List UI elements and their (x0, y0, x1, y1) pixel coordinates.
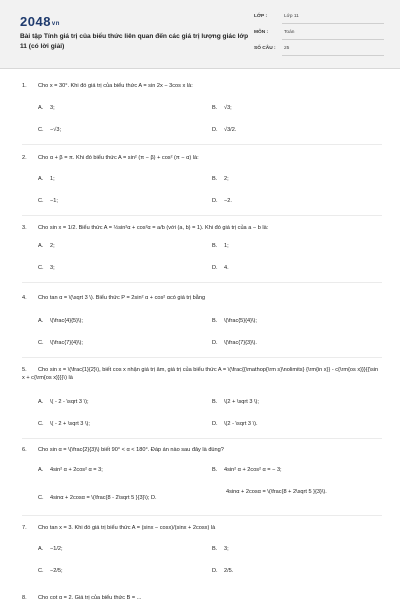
option-c[interactable] (38, 126, 61, 134)
option-text: \(2 - \sqrt 3 \). (224, 421, 258, 427)
option-text: 4sinα + 2cosα = \(\frac{8 + 2\sqrt 5 }{3}\). (226, 489, 327, 495)
option-c[interactable] (38, 420, 90, 428)
question-number: 2. (22, 155, 27, 161)
question-divider (22, 438, 382, 439)
option-label: D. (212, 568, 218, 574)
option-b[interactable] (212, 545, 229, 553)
question-stem (22, 294, 382, 302)
option-label: D. (212, 421, 218, 427)
logo-suffix: vn (51, 21, 60, 27)
option-text: 4sin² α + 2cos² α = − 3; (224, 467, 282, 473)
option-d[interactable] (226, 488, 386, 496)
option-text: \(\frac{7}{3}\). (224, 340, 257, 346)
option-text: 2; (224, 176, 229, 182)
option-text: √3/2. (224, 127, 237, 133)
meta-divider (282, 23, 384, 24)
question-number: 5. (22, 367, 27, 373)
meta-class-value: Lớp 11 (284, 14, 299, 19)
option-d[interactable] (212, 197, 232, 205)
option-b[interactable] (212, 317, 257, 325)
option-b[interactable] (212, 398, 259, 406)
question-text: Cho sin x = 1/2. Biểu thức A = ½sin²α + cos²α = a/b (với (a, b) = 1). Khi đó giá trị của a − b là: (38, 225, 269, 231)
option-label: C. (38, 568, 44, 574)
question-text: Cho x = 30°. Khi đó giá trị của biểu thức A = sin 2x − 3cos x là: (38, 83, 193, 89)
option-text: 2; (50, 243, 55, 249)
question-number: 3. (22, 225, 27, 231)
option-d[interactable] (212, 567, 233, 575)
option-label: C. (38, 198, 44, 204)
option-label: B. (212, 105, 218, 111)
question-divider (22, 144, 382, 145)
question-text: Cho sin x = \(\frac{1}{2}\), biết cos x nhận giá trị âm, giá trị của biểu thức A = \(\frac{{\mathop{\rm s}\nolimits} {\rm{in x}} - c{\rm{os x}}}{{\sin x + c{\rm{os x}}}}\) là (22, 367, 379, 381)
meta-class (254, 13, 384, 24)
option-text: \(\frac{7}{4}\); (50, 340, 83, 346)
option-label: B. (212, 467, 218, 473)
option-label: B. (212, 399, 218, 405)
option-label: D. (212, 265, 218, 271)
site-logo[interactable] (20, 14, 60, 29)
option-a[interactable] (38, 545, 63, 553)
question-text: Cho tan α = \(\sqrt 3 \). Biểu thức P = 2sin² α + cos² αcó giá trị bằng (38, 295, 206, 301)
question-number: 7. (22, 525, 27, 531)
question-stem (22, 524, 382, 532)
option-label: A. (38, 546, 44, 552)
question-stem (22, 446, 382, 454)
option-text: 4sin² α + 2cos² α = 3; (50, 467, 103, 473)
question-number: 1. (22, 83, 27, 89)
question-stem (22, 366, 382, 382)
option-text: 3; (50, 105, 55, 111)
option-text: \( - 2 + \sqrt 3 \); (50, 421, 90, 427)
option-a[interactable] (38, 175, 55, 183)
option-b[interactable] (212, 175, 229, 183)
option-label: B. (212, 243, 218, 249)
option-b[interactable] (212, 466, 282, 474)
option-label: C. (38, 421, 44, 427)
option-label: B. (212, 176, 218, 182)
option-text: \(\frac{4}{5}\); (50, 318, 83, 324)
option-label: C. (38, 495, 44, 501)
option-label: C. (38, 127, 44, 133)
option-text: −√3; (50, 127, 62, 133)
option-d[interactable] (212, 420, 258, 428)
meta-divider (282, 39, 384, 40)
option-text: −1/2; (50, 546, 63, 552)
option-text: 1; (224, 243, 229, 249)
question-text: Cho cot α = 2. Giá trị của biểu thức B = ... (38, 595, 142, 601)
option-c[interactable] (38, 339, 83, 347)
option-label: A. (38, 467, 44, 473)
option-a[interactable] (38, 242, 55, 250)
page-title: Bài tập Tính giá trị của biểu thức liên quan đến các giá trị lượng giác lớp 11 (có lời giải) (20, 33, 249, 50)
option-a[interactable] (38, 317, 83, 325)
meta-count-key: SỐ CÂU : (254, 46, 276, 51)
option-b[interactable] (212, 242, 229, 250)
option-text: \( - 2 - \sqrt 3 \); (50, 399, 89, 405)
option-text: \(\frac{5}{4}\); (224, 318, 257, 324)
option-text: 1; (50, 176, 55, 182)
meta-subject-key: MÔN : (254, 30, 269, 35)
option-a[interactable] (38, 104, 55, 112)
option-text: 2/5. (224, 568, 234, 574)
option-d[interactable] (212, 339, 257, 347)
question-number: 4. (22, 295, 27, 301)
option-d[interactable] (212, 126, 236, 134)
option-b[interactable] (212, 104, 232, 112)
meta-count (254, 45, 384, 56)
option-text: 4. (224, 265, 229, 271)
question-stem (22, 154, 382, 162)
question-divider (22, 515, 382, 516)
option-text: −2. (224, 198, 232, 204)
question-text: Cho sin α = \(\frac{2}{3}\) biết 90° < α < 180°. Đáp án nào sau đây là đúng? (38, 447, 224, 453)
option-d[interactable] (212, 264, 229, 272)
meta-subject (254, 29, 384, 40)
option-text: \(2 + \sqrt 3 \); (224, 399, 259, 405)
meta-count-value: 25 (284, 46, 290, 51)
question-divider (22, 357, 382, 358)
option-a[interactable] (38, 398, 89, 406)
option-label: C. (38, 340, 44, 346)
option-text: √3; (224, 105, 232, 111)
option-label: A. (38, 105, 44, 111)
option-label: A. (38, 243, 44, 249)
option-text: 4sinα + 2cosα = \(\frac{8 - 2\sqrt 5 }{3}\); D. (50, 495, 157, 501)
meta-divider (282, 55, 384, 56)
meta-subject-value: Toán (284, 30, 295, 35)
option-text: 3; (224, 546, 229, 552)
option-label: C. (38, 265, 44, 271)
option-text: 3; (50, 265, 55, 271)
option-label: D. (212, 198, 218, 204)
question-divider (22, 215, 382, 216)
option-text: −2/5; (50, 568, 63, 574)
option-label: B. (212, 546, 218, 552)
question-divider (22, 282, 382, 283)
option-label: A. (38, 399, 44, 405)
option-label: A. (38, 176, 44, 182)
option-text: −1; (50, 198, 58, 204)
option-label: B. (212, 318, 218, 324)
option-a[interactable] (38, 466, 103, 474)
option-c[interactable] (38, 567, 63, 575)
option-label: A. (38, 318, 44, 324)
meta-class-key: LỚP : (254, 14, 268, 19)
question-stem (22, 224, 382, 232)
question-stem (22, 594, 382, 602)
option-c[interactable] (38, 197, 58, 205)
option-label: D. (212, 340, 218, 346)
question-number: 6. (22, 447, 27, 453)
question-number: 8. (22, 595, 27, 601)
page-header (0, 0, 400, 69)
question-text: Cho tan x = 3. Khi đó giá trị biểu thức A = (sinx − cosx)/(sinx + 2cosx) là (38, 525, 216, 531)
question-text: Cho α + β = π. Khi đó biểu thức A = sin² (π − β) + cos² (π − α) là: (38, 155, 199, 161)
option-c[interactable] (38, 494, 157, 502)
option-c[interactable] (38, 264, 55, 272)
question-stem (22, 82, 382, 90)
option-label: D. (212, 127, 218, 133)
logo-text: 2048 (20, 14, 51, 29)
